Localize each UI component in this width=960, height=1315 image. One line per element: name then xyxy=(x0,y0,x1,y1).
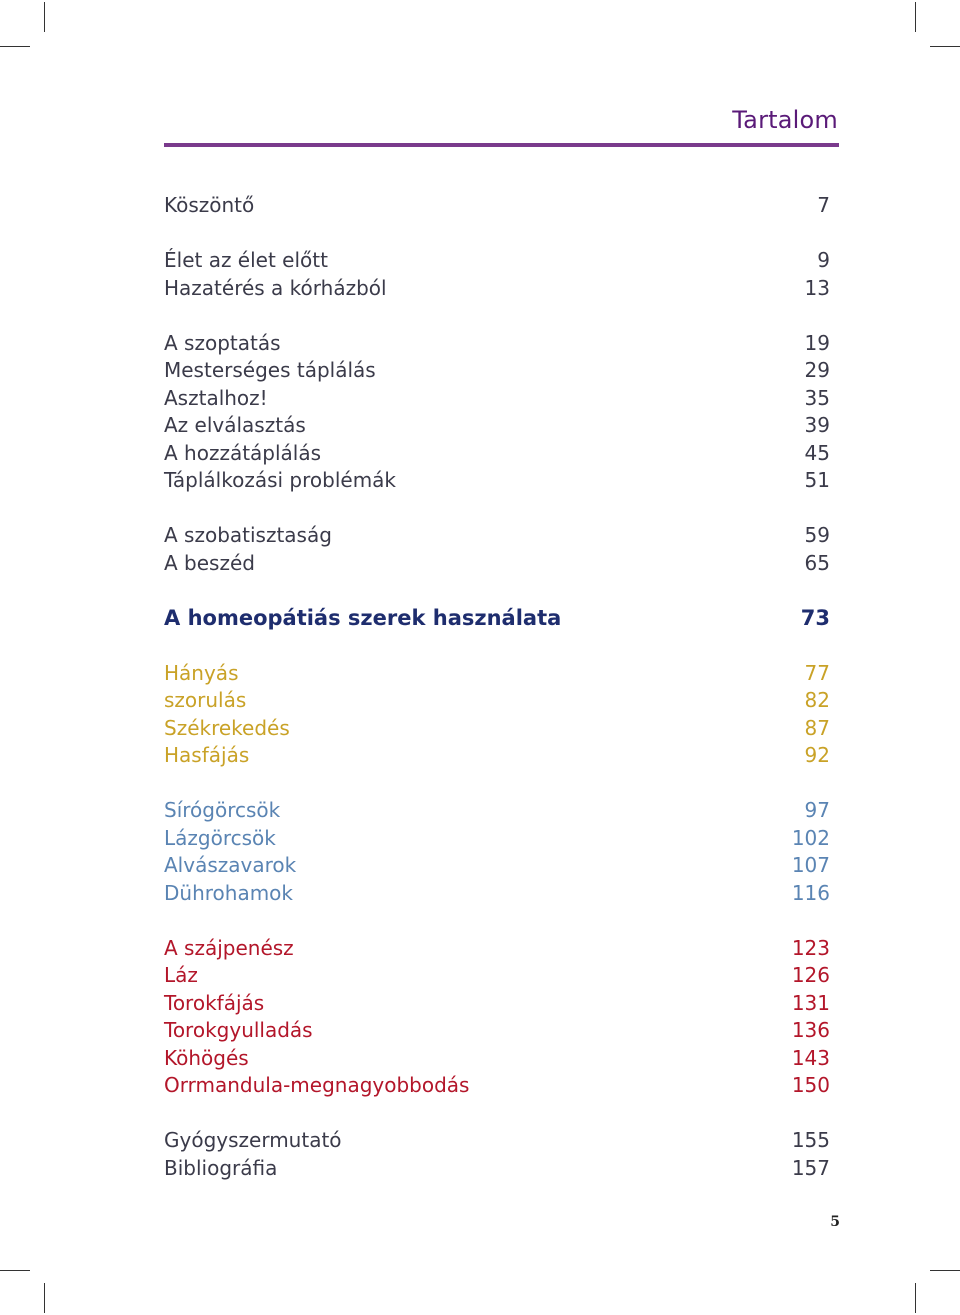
toc-entry-title: Orrmandula-megnagyobbodás xyxy=(164,1073,470,1097)
toc-entry-title: Köszöntő xyxy=(164,193,255,217)
toc-group xyxy=(164,1127,830,1182)
toc-entry-page: 123 xyxy=(791,935,830,960)
toc-entry-page: 155 xyxy=(791,1128,830,1152)
toc-entry-page: 51 xyxy=(804,468,830,492)
page-number: 5 xyxy=(830,1214,840,1230)
toc-entry[interactable] xyxy=(164,742,830,770)
toc-entry-title: Hazatérés a kórházból xyxy=(164,275,387,300)
toc-entry[interactable] xyxy=(164,825,830,853)
title-rule xyxy=(164,143,839,147)
group-spacer xyxy=(164,495,830,523)
toc-entry[interactable] xyxy=(164,1072,830,1100)
group-spacer xyxy=(164,907,830,935)
toc-entry[interactable] xyxy=(164,797,830,825)
group-spacer xyxy=(164,220,830,248)
toc-group xyxy=(164,330,830,495)
toc-entry-page: 107 xyxy=(791,853,830,877)
crop-mark xyxy=(915,2,916,32)
toc-entry-page: 9 xyxy=(817,248,830,272)
toc-entry[interactable] xyxy=(164,962,830,990)
crop-mark xyxy=(0,1270,30,1271)
toc-entry[interactable] xyxy=(164,1017,830,1045)
toc-entry-page: 77 xyxy=(804,660,830,685)
toc-entry-title: Dührohamok xyxy=(164,880,294,905)
group-spacer xyxy=(164,302,830,330)
toc-entry[interactable] xyxy=(164,935,830,963)
toc-group xyxy=(164,522,830,577)
toc-entry-title: Sírógörcsök xyxy=(164,798,281,822)
toc-entry-title: A szájpenész xyxy=(164,935,294,960)
toc-entry[interactable] xyxy=(164,275,830,303)
toc-entry-page: 150 xyxy=(791,1073,830,1097)
toc-entry[interactable] xyxy=(164,715,830,743)
toc-entry-page: 136 xyxy=(791,1018,830,1042)
toc-group xyxy=(164,797,830,907)
toc-entry-title: A homeopátiás szerek használata xyxy=(164,605,562,630)
toc-entry-page: 7 xyxy=(817,193,830,217)
toc-entry[interactable] xyxy=(164,385,830,413)
group-spacer xyxy=(164,632,830,660)
toc-group xyxy=(164,192,830,220)
toc-entry-page: 92 xyxy=(804,743,830,767)
crop-mark xyxy=(915,1283,916,1313)
toc-entry-page: 73 xyxy=(800,605,830,630)
toc-entry-page: 97 xyxy=(804,798,830,822)
toc-entry[interactable] xyxy=(164,990,830,1018)
toc-entry-title: Torokfájás xyxy=(164,990,265,1015)
toc-entry-title: A szoptatás xyxy=(164,330,281,355)
toc-entry-title: Asztalhoz! xyxy=(164,385,268,410)
toc-entry[interactable] xyxy=(164,1155,830,1183)
toc-entry[interactable] xyxy=(164,467,830,495)
toc-entry-title: Székrekedés xyxy=(164,715,290,740)
toc-entry-page: 59 xyxy=(804,523,830,547)
group-spacer xyxy=(164,577,830,605)
toc-entry-title: szorulás xyxy=(164,688,247,712)
toc-group xyxy=(164,605,830,633)
toc-entry[interactable] xyxy=(164,192,830,220)
table-of-contents xyxy=(164,192,830,1182)
toc-entry[interactable] xyxy=(164,687,830,715)
toc-entry-page: 116 xyxy=(791,880,830,905)
page-title: Tartalom xyxy=(732,106,838,134)
toc-entry[interactable] xyxy=(164,550,830,578)
crop-mark xyxy=(44,2,45,32)
toc-entry-title: A szobatisztaság xyxy=(164,523,332,547)
toc-entry-page: 87 xyxy=(804,715,830,740)
toc-entry[interactable] xyxy=(164,330,830,358)
toc-entry-page: 102 xyxy=(791,825,830,850)
toc-entry-page: 35 xyxy=(804,385,830,410)
toc-entry-page: 143 xyxy=(791,1045,830,1070)
crop-mark xyxy=(930,1270,960,1271)
toc-entry[interactable] xyxy=(164,880,830,908)
toc-entry[interactable] xyxy=(164,412,830,440)
toc-entry-title: Mesterséges táplálás xyxy=(164,358,376,382)
toc-entry-page: 126 xyxy=(791,963,830,987)
toc-entry[interactable] xyxy=(164,247,830,275)
toc-group xyxy=(164,247,830,302)
group-spacer xyxy=(164,770,830,798)
toc-entry[interactable] xyxy=(164,440,830,468)
toc-entry-page: 13 xyxy=(804,275,830,300)
toc-entry-page: 157 xyxy=(791,1155,830,1180)
crop-mark xyxy=(930,46,960,47)
group-spacer xyxy=(164,1100,830,1128)
toc-entry-title: Hányás xyxy=(164,660,239,685)
toc-entry-page: 19 xyxy=(804,330,830,355)
toc-entry[interactable] xyxy=(164,1045,830,1073)
toc-entry-title: Hasfájás xyxy=(164,743,250,767)
toc-entry-page: 29 xyxy=(804,358,830,382)
toc-entry[interactable] xyxy=(164,605,830,633)
toc-entry-title: Torokgyulladás xyxy=(164,1018,313,1042)
toc-entry-title: Köhögés xyxy=(164,1045,249,1070)
toc-entry-title: Lázgörcsök xyxy=(164,825,276,850)
toc-entry[interactable] xyxy=(164,852,830,880)
toc-entry-title: Bibliográfia xyxy=(164,1155,278,1180)
toc-entry[interactable] xyxy=(164,522,830,550)
toc-entry-title: Láz xyxy=(164,963,198,987)
toc-entry-title: Alvászavarok xyxy=(164,853,297,877)
toc-entry-page: 39 xyxy=(804,413,830,437)
toc-entry-title: A hozzátáplálás xyxy=(164,440,322,465)
toc-entry-title: Az elválasztás xyxy=(164,413,306,437)
toc-entry-page: 82 xyxy=(804,688,830,712)
toc-entry-page: 131 xyxy=(791,990,830,1015)
crop-mark xyxy=(44,1283,45,1313)
toc-group xyxy=(164,660,830,770)
toc-entry-page: 65 xyxy=(804,550,830,575)
toc-entry[interactable] xyxy=(164,660,830,688)
toc-entry-title: Táplálkozási problémák xyxy=(164,468,397,492)
toc-group xyxy=(164,935,830,1100)
toc-entry-page: 45 xyxy=(804,440,830,465)
toc-entry-title: Gyógyszermutató xyxy=(164,1128,342,1152)
toc-entry-title: A beszéd xyxy=(164,550,255,575)
toc-entry[interactable] xyxy=(164,1127,830,1155)
crop-mark xyxy=(0,46,30,47)
toc-entry-title: Élet az élet előtt xyxy=(164,248,328,272)
toc-entry[interactable] xyxy=(164,357,830,385)
